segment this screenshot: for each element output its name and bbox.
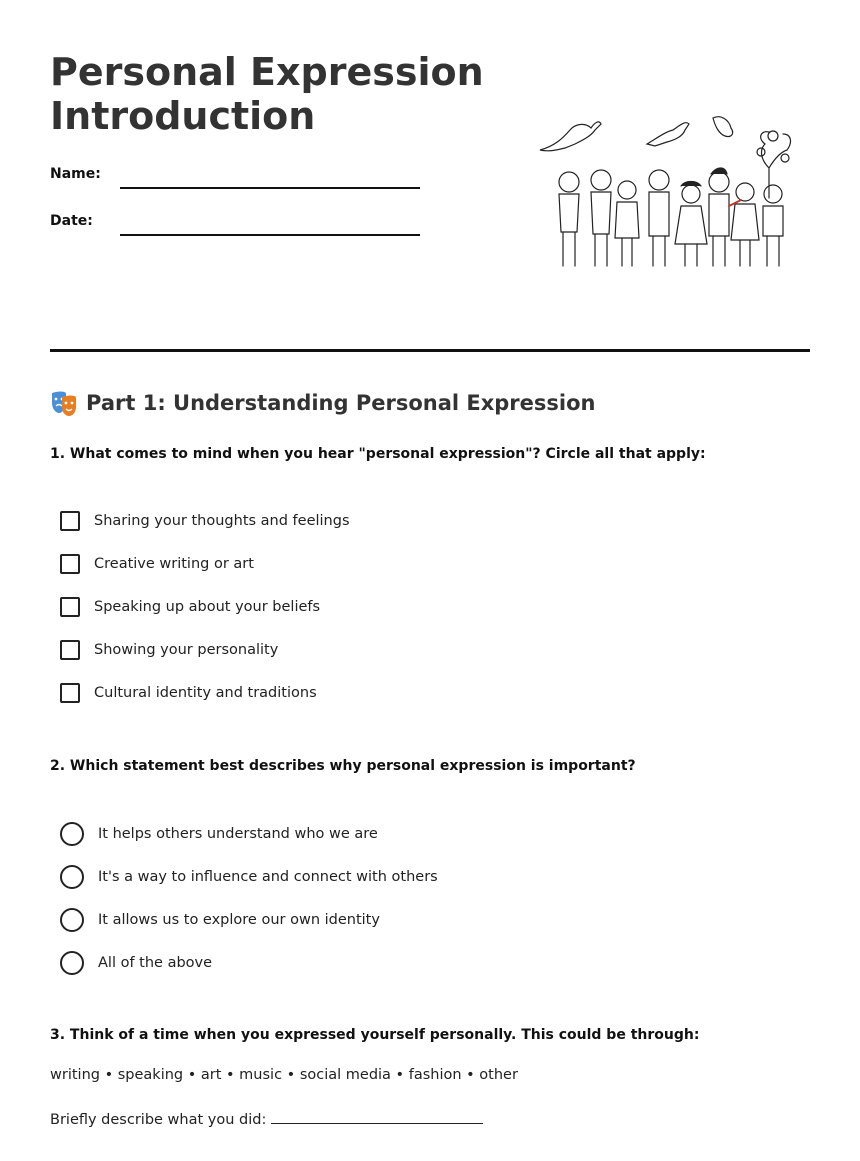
option-label: It allows us to explore our own identity <box>98 912 380 928</box>
radio-button[interactable] <box>60 908 84 932</box>
q1-option[interactable] <box>60 554 254 574</box>
q2-option[interactable] <box>60 951 212 975</box>
option-label: Speaking up about your beliefs <box>94 599 321 615</box>
checkbox[interactable] <box>60 554 80 574</box>
title-line-1: Personal Expression <box>50 50 484 94</box>
q2-option[interactable] <box>60 865 438 889</box>
worksheet-title <box>50 50 490 138</box>
option-label: Showing your personality <box>94 642 279 658</box>
date-label: Date: <box>50 213 93 229</box>
q3-examples: writing • speaking • art • music • social media • fashion • other <box>50 1067 518 1083</box>
radio-button[interactable] <box>60 865 84 889</box>
date-field[interactable] <box>120 234 420 236</box>
question-1: 1. What comes to mind when you hear "personal expression"? Circle all that apply: <box>50 446 706 462</box>
part1-heading <box>50 389 596 417</box>
option-label: Cultural identity and traditions <box>94 685 317 701</box>
option-label: Creative writing or art <box>94 556 254 572</box>
checkbox[interactable] <box>60 640 80 660</box>
option-label: Sharing your thoughts and feelings <box>94 513 350 529</box>
section-divider <box>50 349 810 352</box>
checkbox[interactable] <box>60 597 80 617</box>
radio-button[interactable] <box>60 822 84 846</box>
radio-button[interactable] <box>60 951 84 975</box>
question-2: 2. Which statement best describes why personal expression is important? <box>50 758 636 774</box>
name-field[interactable] <box>120 187 420 189</box>
checkbox[interactable] <box>60 511 80 531</box>
q2-option[interactable] <box>60 822 378 846</box>
q1-option[interactable] <box>60 640 278 660</box>
q2-option[interactable] <box>60 908 380 932</box>
q3-prompt: Briefly describe what you did: <box>50 1112 267 1128</box>
children-and-animals-drawing <box>535 108 797 274</box>
option-label: It helps others understand who we are <box>98 826 378 842</box>
part1-title: Part 1: Understanding Personal Expression <box>86 391 596 415</box>
option-label: All of the above <box>98 955 213 971</box>
question-3: 3. Think of a time when you expressed yourself personally. This could be through: <box>50 1027 700 1043</box>
q3-prompt-row <box>50 1109 483 1128</box>
name-label: Name: <box>50 166 101 182</box>
title-line-2: Introduction <box>50 94 316 138</box>
q1-option[interactable] <box>60 511 350 531</box>
q1-option[interactable] <box>60 597 320 617</box>
description-field[interactable] <box>271 1109 483 1124</box>
option-label: It's a way to influence and connect with others <box>98 869 438 885</box>
checkbox[interactable] <box>60 683 80 703</box>
theater-masks-icon <box>50 389 78 417</box>
q1-option[interactable] <box>60 683 317 703</box>
